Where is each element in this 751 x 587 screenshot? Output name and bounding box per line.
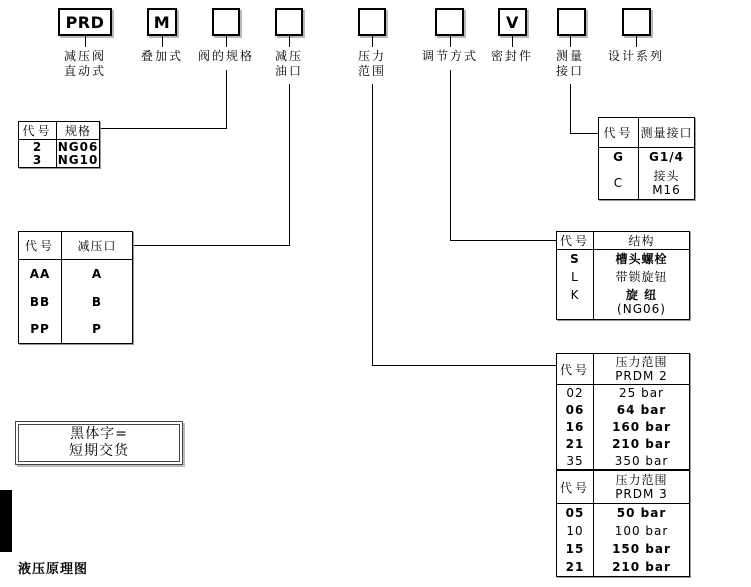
connector-line bbox=[372, 84, 373, 366]
table-row: 21 210 bar bbox=[557, 558, 689, 576]
bold-note-box bbox=[15, 421, 183, 465]
code-box-adjust bbox=[435, 8, 464, 36]
table-header-row: 代号 测量接口 bbox=[599, 118, 694, 148]
size-spec-table bbox=[18, 121, 100, 168]
code-box-gauge bbox=[557, 8, 586, 36]
table-row: G G1/4 bbox=[599, 148, 694, 167]
table-row: 02 25 bar bbox=[557, 385, 689, 402]
code-box-seal-label: 密封件 bbox=[490, 49, 533, 63]
table-row: C 接头 M16 bbox=[599, 167, 694, 199]
note-line-1: 黑体字= bbox=[70, 426, 128, 442]
connector-line bbox=[133, 245, 290, 246]
connector-stub bbox=[85, 36, 86, 47]
connector-line bbox=[289, 84, 290, 246]
table-row: 10 100 bar bbox=[557, 522, 689, 540]
code-box-prd bbox=[58, 8, 112, 36]
table-row: 05 50 bar bbox=[557, 504, 689, 522]
connector-stub bbox=[636, 36, 637, 47]
table-row: K 旋 纽 (NG06) bbox=[557, 285, 689, 319]
table-header-row: 代号 规格 bbox=[19, 122, 99, 140]
connector-line bbox=[570, 133, 598, 134]
table-row: PP P bbox=[19, 315, 132, 343]
connector-line bbox=[450, 70, 451, 241]
table-row: 3 NG10 bbox=[19, 154, 99, 168]
code-box-port bbox=[275, 8, 303, 36]
table-row: 2 NG06 bbox=[19, 140, 99, 154]
connector-stub bbox=[226, 36, 227, 47]
connector-stub bbox=[162, 36, 163, 47]
code-box-m-label: 叠加式 bbox=[140, 49, 183, 63]
code-box-size-label: 阀的规格 bbox=[197, 49, 254, 63]
code-box-prd-label: 减压阀 直动式 bbox=[63, 49, 106, 78]
structure-table bbox=[556, 231, 690, 320]
connector-line bbox=[372, 365, 556, 366]
code-box-seal-value: V bbox=[506, 12, 519, 32]
code-box-pressure bbox=[358, 8, 386, 36]
code-box-size bbox=[212, 8, 240, 36]
gauge-port-table bbox=[598, 117, 695, 200]
table-header-row: 代号 结构 bbox=[557, 232, 689, 250]
connector-stub bbox=[512, 36, 513, 47]
table-header-row: 代号 减压口 bbox=[19, 232, 132, 260]
connector-line bbox=[450, 240, 556, 241]
connector-stub bbox=[570, 36, 571, 47]
table-row: BB B bbox=[19, 288, 132, 316]
code-box-series bbox=[622, 8, 651, 36]
code-box-series-label: 设计系列 bbox=[607, 49, 664, 63]
table-row: 21 210 bar bbox=[557, 435, 689, 452]
code-box-port-label: 减压 油口 bbox=[274, 49, 303, 78]
table-header-row: 代号 压力范围 PRDM 2 bbox=[557, 354, 689, 385]
connector-line bbox=[100, 128, 227, 129]
pressure-range-prdm3-table bbox=[556, 470, 690, 577]
table-row: S 槽头螺栓 bbox=[557, 250, 689, 268]
hydraulic-schematic-title: 液压原理图 bbox=[18, 562, 89, 577]
note-line-2: 短期交货 bbox=[69, 443, 129, 459]
pressure-range-prdm2-table bbox=[556, 353, 690, 470]
page-edge-marker bbox=[0, 490, 12, 552]
connector-stub bbox=[289, 36, 290, 47]
code-box-pressure-label: 压力 范围 bbox=[357, 49, 386, 78]
table-row: AA A bbox=[19, 260, 132, 288]
connector-stub bbox=[450, 36, 451, 47]
code-box-adjust-label: 调节方式 bbox=[421, 49, 478, 63]
reduced-port-table bbox=[18, 231, 133, 344]
table-row: 06 64 bar bbox=[557, 402, 689, 419]
connector-line bbox=[570, 84, 571, 134]
connector-stub bbox=[372, 36, 373, 47]
table-header-row: 代号 压力范围 PRDM 3 bbox=[557, 471, 689, 504]
code-box-prd-value: PRD bbox=[65, 12, 105, 32]
connector-line bbox=[226, 70, 227, 128]
table-row: 16 160 bar bbox=[557, 419, 689, 436]
table-row: 15 150 bar bbox=[557, 540, 689, 558]
code-box-m-value: M bbox=[153, 12, 171, 32]
code-box-m bbox=[147, 8, 177, 36]
table-row: 35 350 bar bbox=[557, 452, 689, 469]
code-box-seal bbox=[498, 8, 527, 36]
table-row: L 带锁旋钮 bbox=[557, 268, 689, 286]
code-box-gauge-label: 测量 接口 bbox=[555, 49, 584, 78]
